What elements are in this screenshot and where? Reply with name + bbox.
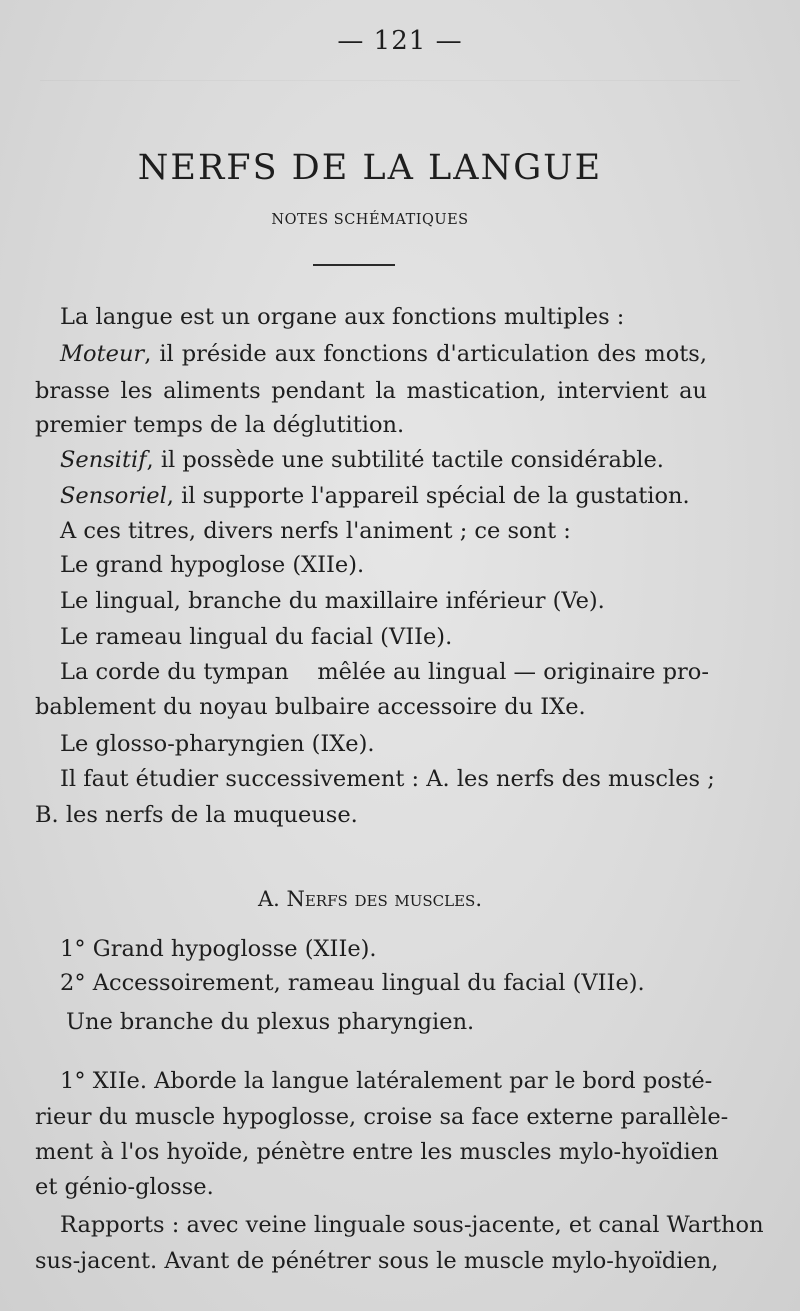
text-line: Il faut étudier successivement : A. les nerfs des muscles ; [60,766,715,792]
page-number: — 121 — [337,26,463,56]
text-line: A ces titres, divers nerfs l'animent ; ce sont : [60,518,571,544]
text-line: rieur du muscle hypoglosse, croise sa face externe parallèle- [35,1104,729,1130]
text-line: brasse les aliments pendant la mastication, intervient au [35,378,707,404]
page-subtitle: NOTES SCHÉMATIQUES [271,212,469,228]
bleed-through-texture [40,80,740,101]
list-item: 1° Grand hypoglosse (XIIe). [60,936,377,962]
text-line: premier temps de la déglutition. [35,412,405,438]
text-line: Rapports : avec veine linguale sous-jacente, et canal Warthon [60,1212,764,1238]
text-line: B. les nerfs de la muqueuse. [35,802,358,828]
text-line: Le glosso-pharyngien (IXe). [60,731,375,757]
text-line: 1° XIIe. Aborde la langue latéralement par le bord posté- [60,1068,713,1094]
text-line: Sensitif, il possède une subtilité tactile considérable. [60,447,664,473]
text-line: La langue est un organe aux fonctions multiples : [60,304,625,330]
text-line: sus-jacent. Avant de pénétrer sous le muscle mylo-hyoïdien, [35,1248,719,1274]
text-line: bablement du noyau bulbaire accessoire du IXe. [35,694,586,720]
text-line: ment à l'os hyoïde, pénètre entre les muscles mylo-hyoïdien [35,1139,719,1165]
text-line: Le rameau lingual du facial (VIIe). [60,624,453,650]
section-heading: A. Nerfs des muscles. [257,887,483,911]
list-item: Une branche du plexus pharyngien. [66,1009,475,1035]
title-divider [313,264,395,266]
text-line: Moteur, il préside aux fonctions d'articulation des mots, [60,341,707,367]
text-line: Sensoriel, il supporte l'appareil spécial de la gustation. [60,483,690,509]
text-line: Le grand hypoglose (XIIe). [60,552,365,578]
page-title: NERFS DE LA LANGUE [137,148,603,188]
text-line: Le lingual, branche du maxillaire inférieur (Ve). [60,588,605,614]
list-item: 2° Accessoirement, rameau lingual du facial (VIIe). [60,970,645,996]
text-line: La corde du tympan mêlée au lingual — originaire pro- [60,659,709,685]
text-line: et génio-glosse. [35,1174,214,1200]
